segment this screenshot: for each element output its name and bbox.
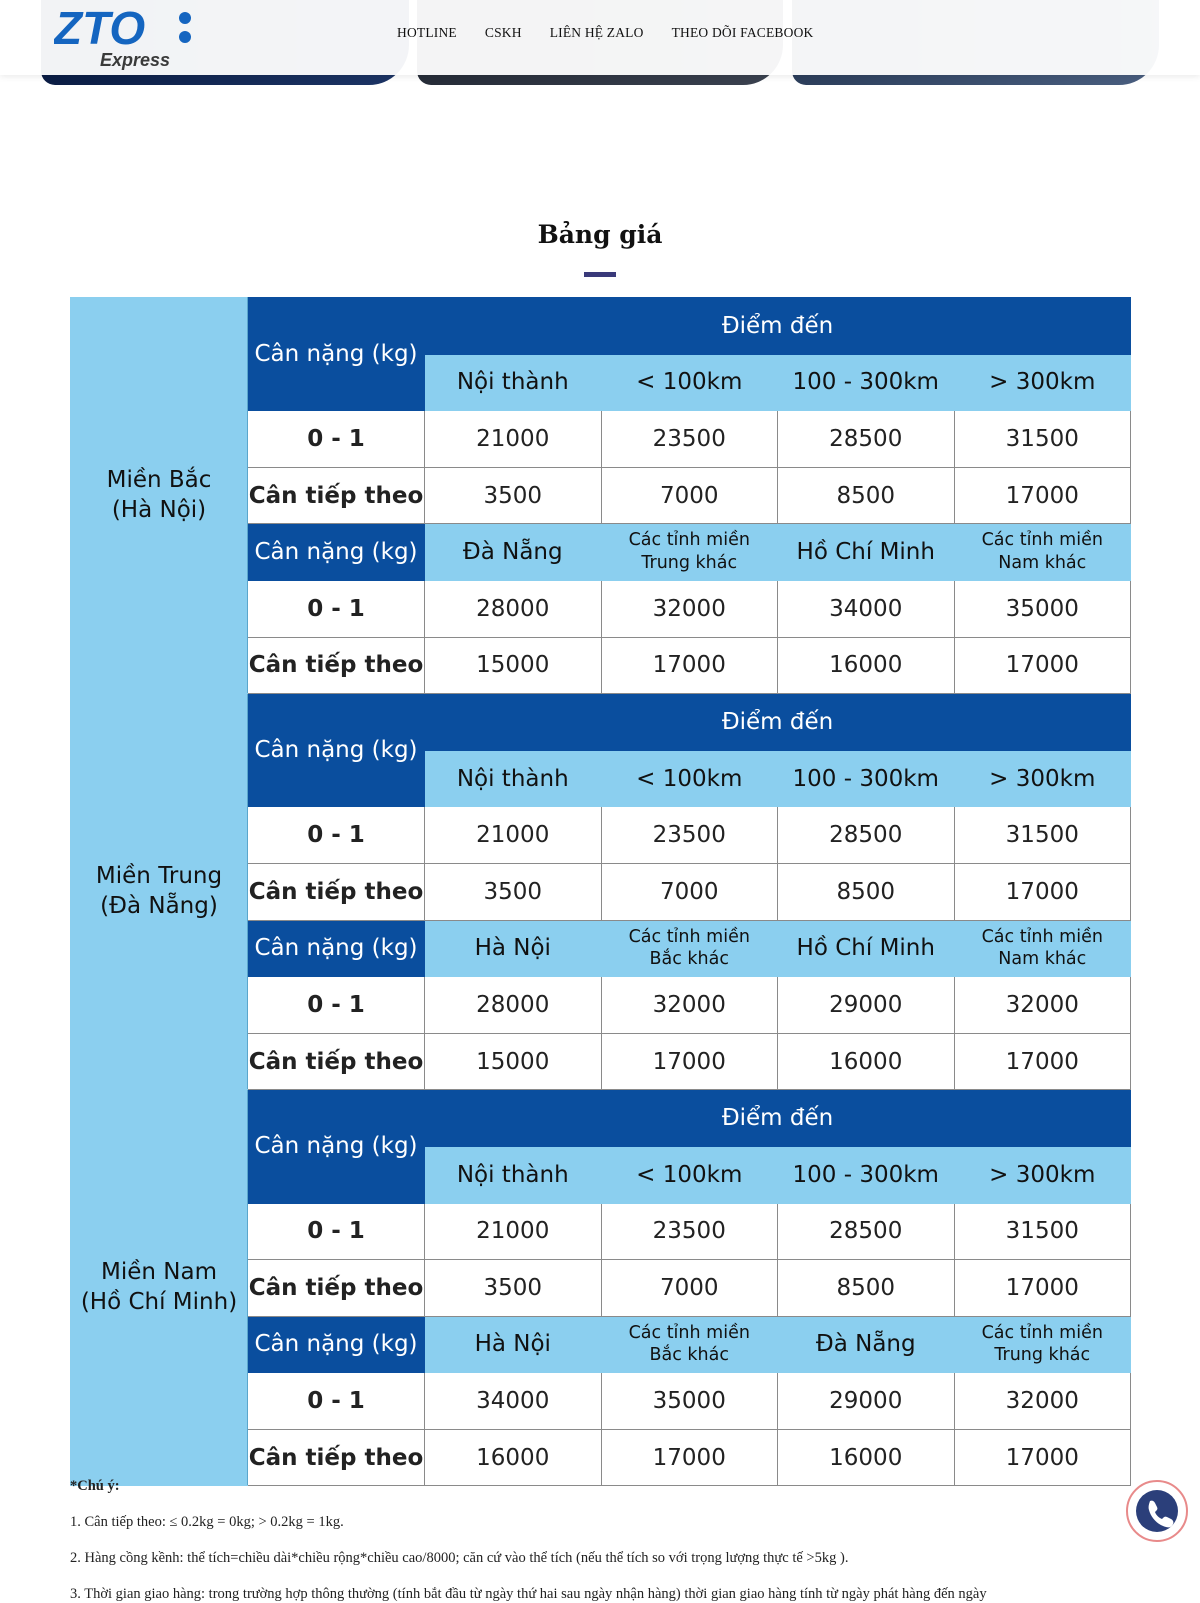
nav-zalo[interactable]: LIÊN HỆ ZALO — [549, 25, 644, 40]
price-cell: 15000 — [425, 1033, 602, 1090]
weight-first-label: 0 - 1 — [248, 1203, 425, 1260]
price-cell: 31500 — [954, 1203, 1131, 1260]
table-row — [71, 298, 1131, 355]
price-cell: 28500 — [778, 1203, 955, 1260]
destination-region-header — [601, 1316, 778, 1373]
price-cell: 8500 — [778, 1260, 955, 1317]
destination-region-header: Hà Nội — [425, 920, 602, 977]
distance-header: < 100km — [601, 354, 778, 411]
price-cell: 16000 — [425, 1429, 602, 1486]
region-name — [71, 694, 248, 1090]
destination-region-header — [954, 524, 1131, 581]
region-name — [71, 1090, 248, 1486]
weight-next-label: Cân tiếp theo — [248, 1033, 425, 1090]
destination-region-header-line1: Các tỉnh miền — [981, 530, 1103, 551]
price-table — [70, 297, 1130, 1486]
price-cell: 28500 — [778, 807, 955, 864]
phone-icon — [1136, 1490, 1178, 1532]
distance-header: 100 - 300km — [778, 750, 955, 807]
price-cell: 23500 — [601, 411, 778, 468]
weight-header: Cân nặng (kg) — [248, 298, 425, 411]
price-cell: 17000 — [954, 1033, 1131, 1090]
region-name-line1: Miền Trung — [95, 862, 223, 889]
price-cell: 7000 — [601, 467, 778, 524]
price-cell: 29000 — [778, 977, 955, 1034]
destination-region-header-line1: Các tỉnh miền — [628, 926, 750, 947]
destination-region-header-line2: Trung khác — [641, 553, 738, 574]
price-cell: 29000 — [778, 1373, 955, 1430]
call-button-circle — [1136, 1490, 1178, 1532]
distance-header: > 300km — [954, 750, 1131, 807]
table-row — [71, 1090, 1131, 1147]
distance-header: < 100km — [601, 750, 778, 807]
weight-first-label: 0 - 1 — [248, 580, 425, 637]
price-cell: 8500 — [778, 863, 955, 920]
distance-header: Nội thành — [425, 750, 602, 807]
price-cell: 23500 — [601, 807, 778, 864]
price-cell: 17000 — [601, 1033, 778, 1090]
price-cell: 32000 — [954, 977, 1131, 1034]
destination-region-header-line2: Nam khác — [998, 553, 1087, 574]
price-cell: 3500 — [425, 1260, 602, 1317]
region-name-line2: (Đà Nẵng) — [100, 892, 218, 919]
section-title: Bảng giá — [537, 220, 663, 249]
destination-region-header-line1: Các tỉnh miền — [981, 1322, 1103, 1343]
weight-first-label: 0 - 1 — [248, 411, 425, 468]
price-cell: 17000 — [601, 637, 778, 694]
price-cell: 23500 — [601, 1203, 778, 1260]
weight-first-label: 0 - 1 — [248, 807, 425, 864]
destination-region-header-line2: Trung khác — [994, 1345, 1091, 1366]
nav-hotline[interactable]: HOTLINE — [397, 25, 457, 40]
zto-express-logo[interactable] — [54, 2, 194, 72]
weight-next-label: Cân tiếp theo — [248, 863, 425, 920]
destination-region-header-line1: Các tỉnh miền — [628, 1322, 750, 1343]
price-cell: 16000 — [778, 1033, 955, 1090]
price-cell: 32000 — [954, 1373, 1131, 1430]
price-cell: 3500 — [425, 863, 602, 920]
distance-header: < 100km — [601, 1146, 778, 1203]
destination-region-header — [954, 920, 1131, 977]
weight-next-label: Cân tiếp theo — [248, 1429, 425, 1486]
price-cell: 17000 — [954, 637, 1131, 694]
main-nav — [397, 25, 813, 41]
weight-next-label: Cân tiếp theo — [248, 637, 425, 694]
price-cell: 21000 — [425, 411, 602, 468]
price-cell: 28000 — [425, 977, 602, 1034]
price-cell: 28000 — [425, 580, 602, 637]
destination-region-header-line2: Nam khác — [998, 949, 1087, 970]
destination-region-header-line2: Bắc khác — [649, 949, 729, 970]
price-cell: 3500 — [425, 467, 602, 524]
price-cell: 15000 — [425, 637, 602, 694]
price-cell: 31500 — [954, 411, 1131, 468]
destination-region-header: Đà Nẵng — [425, 524, 602, 581]
note-item: 2. Hàng cồng kềnh: thể tích=chiều dài*chiều rộng*chiều cao/8000; căn cứ vào thể tích (nếu thể tích so với trọng lượng thực tế >5kg ). — [70, 1550, 849, 1566]
region-name-line2: (Hà Nội) — [111, 496, 207, 523]
weight-first-label: 0 - 1 — [248, 977, 425, 1034]
price-cell: 28500 — [778, 411, 955, 468]
destination-region-header: Hà Nội — [425, 1316, 602, 1373]
price-cell: 16000 — [778, 1429, 955, 1486]
destination-header: Điểm đến — [425, 298, 1131, 355]
call-button[interactable] — [1126, 1480, 1188, 1542]
price-cell: 17000 — [601, 1429, 778, 1486]
distance-header: > 300km — [954, 354, 1131, 411]
weight-header: Cân nặng (kg) — [248, 920, 425, 977]
price-cell: 17000 — [954, 1429, 1131, 1486]
price-cell: 17000 — [954, 1260, 1131, 1317]
weight-next-label: Cân tiếp theo — [248, 467, 425, 524]
note-item: 1. Cân tiếp theo: ≤ 0.2kg = 0kg; > 0.2kg = 1kg. — [70, 1514, 344, 1530]
destination-region-header — [601, 920, 778, 977]
price-cell: 34000 — [778, 580, 955, 637]
destination-region-header — [601, 524, 778, 581]
weight-header: Cân nặng (kg) — [248, 694, 425, 807]
destination-region-header: Hồ Chí Minh — [778, 920, 955, 977]
price-cell: 17000 — [954, 467, 1131, 524]
destination-region-header-line1: Các tỉnh miền — [981, 926, 1103, 947]
price-cell: 21000 — [425, 1203, 602, 1260]
note-item: 3. Thời gian giao hàng: trong trường hợp thông thường (tính bắt đầu từ ngày thứ hai sau ngày nhận hàng) thời gian giao hàng tính từ ngày phát hàng đến ngày — [70, 1586, 987, 1602]
destination-header: Điểm đến — [425, 694, 1131, 751]
price-cell: 7000 — [601, 863, 778, 920]
title-underline — [584, 272, 616, 277]
logo-brand: ZTO — [54, 2, 146, 54]
region-name-line1: Miền Bắc — [106, 466, 212, 493]
destination-region-header: Hồ Chí Minh — [778, 524, 955, 581]
price-cell: 17000 — [954, 863, 1131, 920]
distance-header: 100 - 300km — [778, 354, 955, 411]
destination-region-header-line1: Các tỉnh miền — [628, 530, 750, 551]
region-name-line1: Miền Nam — [101, 1259, 217, 1285]
site-header — [0, 0, 1200, 75]
price-cell: 8500 — [778, 467, 955, 524]
distance-header: > 300km — [954, 1146, 1131, 1203]
weight-header: Cân nặng (kg) — [248, 524, 425, 581]
price-cell: 35000 — [954, 580, 1131, 637]
price-cell: 31500 — [954, 807, 1131, 864]
destination-region-header — [954, 1316, 1131, 1373]
price-cell: 34000 — [425, 1373, 602, 1430]
price-cell: 35000 — [601, 1373, 778, 1430]
nav-cskh[interactable]: CSKH — [484, 25, 522, 40]
logo-sub: Express — [100, 50, 171, 70]
weight-header: Cân nặng (kg) — [248, 1316, 425, 1373]
price-cell: 21000 — [425, 807, 602, 864]
destination-region-header: Đà Nẵng — [778, 1316, 955, 1373]
price-cell: 16000 — [778, 637, 955, 694]
distance-header: 100 - 300km — [778, 1146, 955, 1203]
notes-heading: *Chú ý: — [70, 1478, 120, 1494]
distance-header: Nội thành — [425, 354, 602, 411]
price-cell: 32000 — [601, 977, 778, 1034]
weight-first-label: 0 - 1 — [248, 1373, 425, 1430]
price-cell: 32000 — [601, 580, 778, 637]
price-cell: 7000 — [601, 1260, 778, 1317]
table-row — [71, 694, 1131, 751]
distance-header: Nội thành — [425, 1146, 602, 1203]
weight-next-label: Cân tiếp theo — [248, 1260, 425, 1317]
destination-header: Điểm đến — [425, 1090, 1131, 1147]
nav-facebook[interactable]: THEO DÕI FACEBOOK — [671, 25, 814, 40]
weight-header: Cân nặng (kg) — [248, 1090, 425, 1203]
destination-region-header-line2: Bắc khác — [649, 1345, 729, 1366]
region-name — [71, 298, 248, 694]
region-name-line2: (Hồ Chí Minh) — [80, 1288, 238, 1315]
